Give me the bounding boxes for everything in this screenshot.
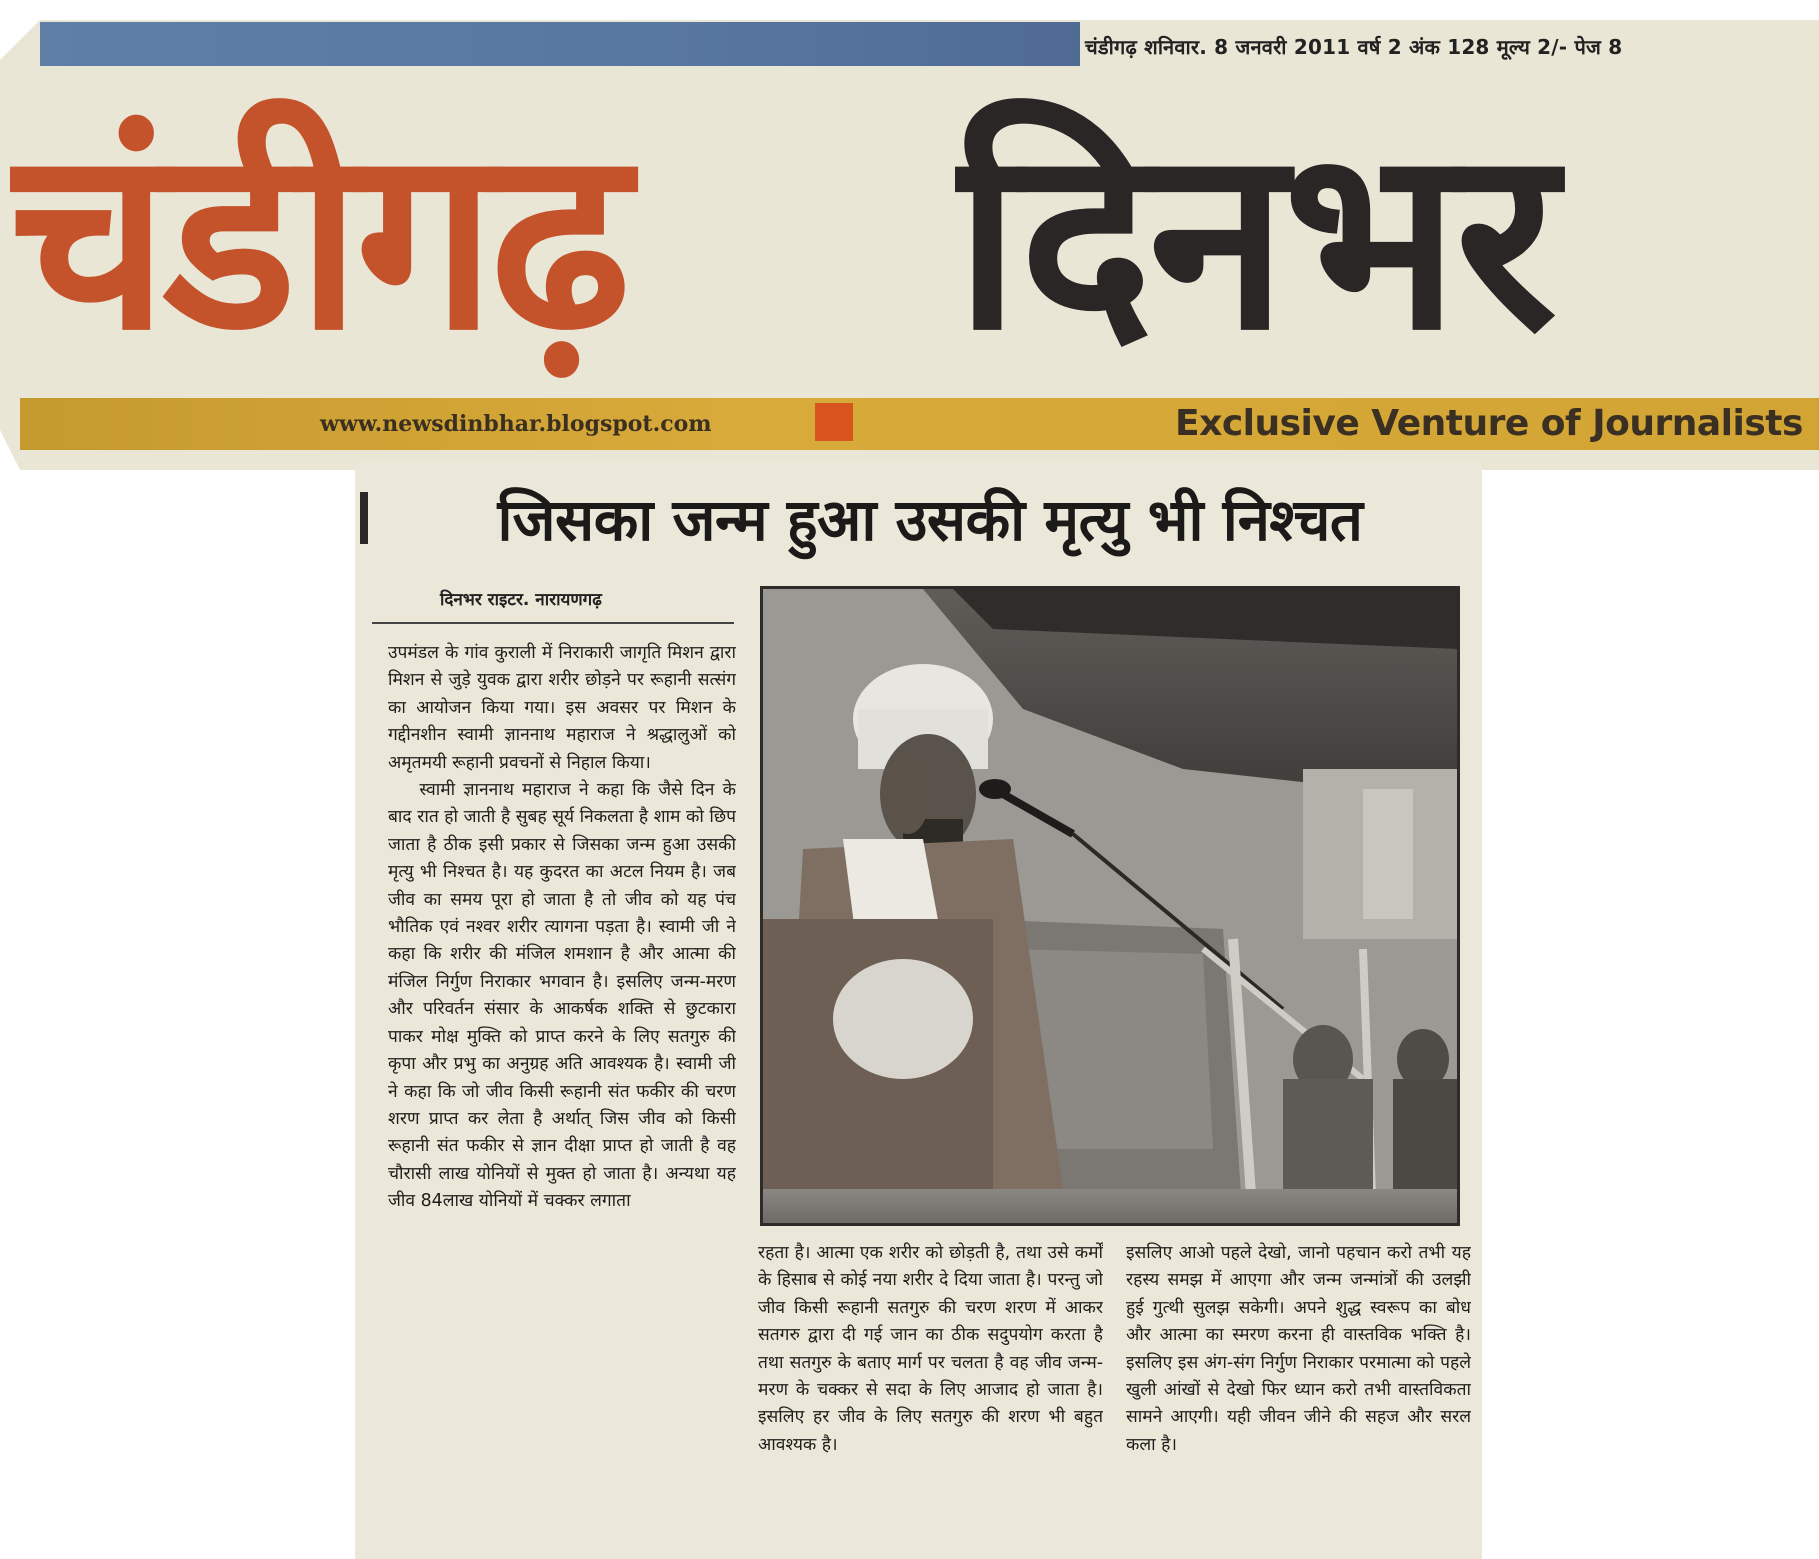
article-column-1 [388, 640, 736, 1550]
byline-rule [372, 622, 734, 624]
masthead-top-bar [40, 22, 1080, 66]
tagline: Exclusive Venture of Journalists [1175, 403, 1803, 444]
article-column-3 [1126, 1240, 1471, 1558]
website-url: www.newsdinbhar.blogspot.com [320, 411, 712, 437]
article-headline: जिसका जन्म हुआ उसकी मृत्यु भी निश्चत [497, 486, 1363, 554]
article-photo [760, 586, 1460, 1226]
dateline: चंडीगढ़ शनिवार. 8 जनवरी 2011 वर्ष 2 अंक 128 मूल्य 2/- पेज 8 [1085, 34, 1623, 59]
byline: दिनभर राइटर. नारायणगढ़ [440, 590, 602, 610]
paragraph-3: रहता है। आत्मा एक शरीर को छोड़ती है, तथा उसे कर्मों के हिसाब से कोई नया शरीर दे दिया जाता है। परन्तु जो जीव किसी रूहानी सतगुरु की चरण शरण में आकर सतगरु द्वारा दी गई जान का ठीक सदुपयोग करता है तथा सतगुरु के बताए मार्ग पर चलता है वह जीव जन्म-मरण के चक्कर से सदा के लिए आजाद हो जाता है। इसलिए हर जीव के लिए सतगुरु की शरण भी बहुत आवश्यक है। [758, 1243, 1103, 1455]
headline-rule [360, 492, 368, 544]
article-column-2 [758, 1240, 1103, 1558]
paragraph-2: स्वामी ज्ञाननाथ महाराज ने कहा कि जैसे दिन के बाद रात हो जाती है सुबह सूर्य निकलता है शाम को छिप जाता है ठीक इसी प्रकार से जिसका जन्म हुआ उसकी मृत्यु भी निश्चत है। यह कुदरत का अटल नियम है। जब जीव का समय पूरा हो जाता है तो जीव को यह पंच भौतिक एवं नश्वर शरीर त्यागना पड़ता है। स्वामी जी ने कहा कि शरीर की मंजिल शमशान है और आत्मा की मंजिल निर्गुण निराकार भगवान है। इसलिए जन्म-मरण और परिवर्तन संसार के आकर्षक शक्ति से छुटकारा पाकर मोक्ष मुक्ति को प्राप्त करने के लिए सतगुरु की कृपा और प्रभु का अनुग्रह अति आवश्यक है। स्वामी जी ने कहा कि जो जीव किसी रूहानी संत फकीर की चरण शरण प्राप्त कर लेता है अर्थात् जिस जीव को किसी रूहानी संत फकीर से ज्ञान दीक्षा प्राप्त हो जाती है वह चौरासी लाख योनियों से मुक्त हो जाता है। अन्यथा यह जीव 84लाख योनियों में चक्कर लगाता [388, 780, 736, 1212]
red-square-mark [815, 403, 853, 441]
paragraph-4: इसलिए आओ पहले देखो, जानो पहचान करो तभी यह रहस्य समझ में आएगा और जन्म जन्मांत्रों की उलझी हुई गुत्थी सुलझ सकेगी। अपने शुद्ध स्वरूप का बोध और आत्मा का स्मरण करना ही वास्तविक भक्ति है। इसलिए इस अंग-संग निर्गुण निराकार परमात्मा को पहले खुली आंखों से देखो फिर ध्यान करो तभी वास्तविकता सामने आएगी। यही जीवन जीने की सहज और सरल कला है। [1126, 1243, 1471, 1455]
newspaper-title-chandigarh: चंडीगढ़ [10, 94, 625, 385]
paragraph-1: उपमंडल के गांव कुराली में निराकारी जागृति मिशन द्वारा मिशन से जुड़े युवक द्वारा शरीर छोड़ने पर रूहानी सत्संग का आयोजन किया गया। इस अवसर पर मिशन के गद्दीनशीन स्वामी ज्ञाननाथ महाराज ने श्रद्धालुओं को अमृतमयी रूहानी प्रवचनों से निहाल किया। [388, 643, 736, 773]
newspaper-title-dinbhar: दिनभर [955, 94, 1554, 385]
